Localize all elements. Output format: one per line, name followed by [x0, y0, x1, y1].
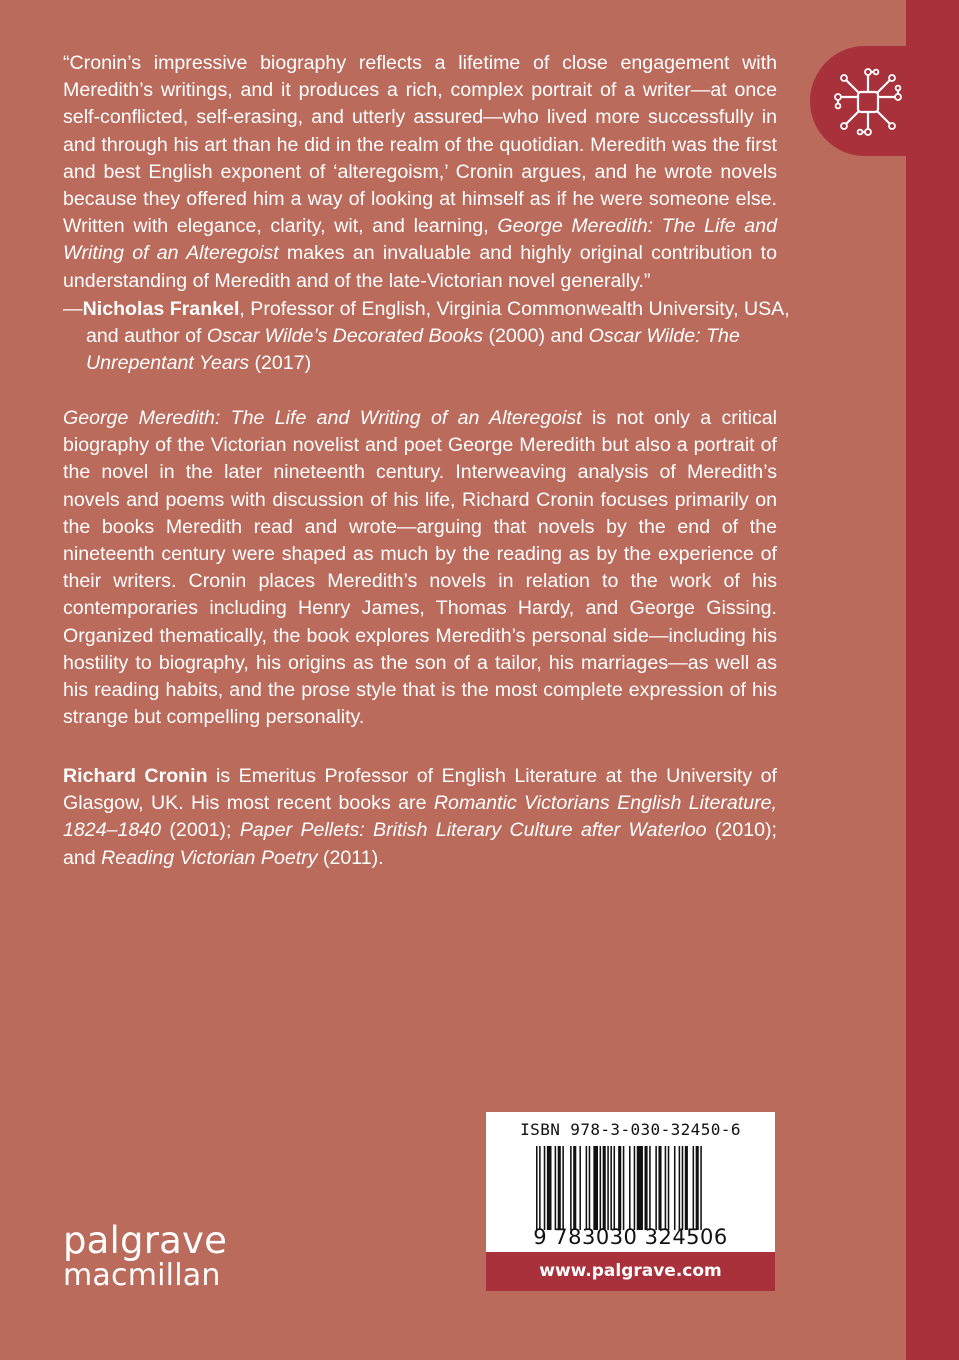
barcode-bar: [607, 1146, 609, 1230]
bio-book-3: Reading Victorian Poetry: [101, 846, 318, 869]
barcode-bar: [649, 1146, 651, 1230]
attribution-text-1: , Professor of English, Virginia Commonwealth University, USA, and author of: [86, 298, 790, 348]
author-name: Richard Cronin: [63, 765, 208, 787]
barcode-bar: [573, 1146, 576, 1230]
barcode-bar: [645, 1146, 648, 1230]
bio-book-1: Romantic Victorians English Literature, 1824–1840: [63, 792, 778, 842]
barcode-bar: [679, 1146, 681, 1230]
attribution-book-2: Oscar Wilde: The Unrepentant Years: [86, 325, 740, 375]
attribution-text-2: (2000) and: [483, 325, 589, 348]
barcode-bar: [674, 1146, 676, 1230]
barcode-bar: [589, 1146, 591, 1230]
barcode-bar: [579, 1146, 581, 1230]
barcode-bar: [600, 1146, 602, 1230]
bio-text-2: (2001);: [161, 819, 240, 842]
attribution-book-1: Oscar Wilde’s Decorated Books: [206, 325, 483, 348]
attribution-text-3: (2017): [249, 352, 312, 375]
barcode-bar: [593, 1146, 598, 1230]
endorser-name: Nicholas Frankel: [82, 298, 240, 320]
description-text: is not only a critical biography of the Victorian novelist and poet George Meredith but also a portrait of the novel in the later nineteenth century. Interweaving analysis of Meredith’s novels and poems with discussion of his life, Richard Cronin focuses primarily on the books Meredith read and wrote—arguing that novels by the end of the nineteenth century were shaped as much by the reading as by the experience of their writers. Cronin places Meredith’s novels in relation to the work of his contemporaries including Henry James, Thomas Hardy, and George Gissing. Organized thematically, the book explores Meredith’s personal side—including his hostility to biography, his origins as the son of a tailor, his marriages—as well as his reading habits, and the prose style that is the most complete expression of his strange but compelling personality.: [63, 407, 777, 729]
endorsement-quote: [63, 50, 777, 295]
barcode-bar: [618, 1146, 621, 1230]
barcode-bar: [658, 1146, 661, 1230]
quote-book-title: George Meredith: The Life and Writing of an Alteregoist: [63, 215, 777, 265]
barcode-bar: [555, 1146, 557, 1230]
bio-book-2: Paper Pellets: British Literary Culture after Waterloo: [239, 819, 707, 842]
website-url: www.palgrave.com: [486, 1252, 775, 1291]
barcode-bars: [536, 1146, 726, 1230]
barcode-bar: [614, 1146, 616, 1230]
barcode-bar: [544, 1146, 546, 1230]
description-book-title: George Meredith: The Life and Writing of an Alteregoist: [63, 407, 582, 429]
barcode-bar: [610, 1146, 612, 1230]
barcode-bar: [623, 1146, 625, 1230]
barcode-bar: [665, 1146, 667, 1230]
bio-text-4: (2011).: [317, 846, 384, 869]
barcode-bar: [547, 1146, 552, 1230]
barcode-bar: [570, 1146, 572, 1230]
barcode-bar: [685, 1146, 688, 1230]
barcode-bar: [693, 1146, 695, 1230]
book-description: [63, 405, 777, 731]
barcode-bar: [696, 1146, 699, 1230]
isbn-label: ISBN 978-3-030-32450-6: [520, 1120, 741, 1139]
publisher-wordmark: [63, 1219, 228, 1293]
barcode-bar: [637, 1146, 643, 1230]
isbn-barcode: [486, 1112, 775, 1252]
barcode-bar: [603, 1146, 606, 1230]
barcode-bar: [634, 1146, 636, 1230]
barcode-digits: 9 783030 324506: [533, 1225, 728, 1249]
barcode-bar: [536, 1146, 538, 1230]
publisher-line-2: macmillan: [63, 1258, 221, 1293]
barcode-bar: [629, 1146, 631, 1230]
publisher-logo-tab: [810, 46, 959, 156]
attribution-dash: —: [63, 298, 83, 320]
palgrave-network-icon: [832, 66, 904, 138]
barcode-bar: [668, 1146, 670, 1230]
barcode-bar: [562, 1146, 564, 1230]
barcode-bar: [700, 1146, 702, 1230]
barcode-bar: [682, 1146, 684, 1230]
barcode-bar: [539, 1146, 541, 1230]
quote-text-2: makes an invaluable and highly original contribution to understanding of Meredith and of the late-Victorian novel generally.”: [63, 242, 777, 292]
bio-text-3: (2010); and: [63, 819, 777, 869]
barcode-bar: [586, 1146, 588, 1230]
quote-text-1: “Cronin’s impressive biography reflects a lifetime of close engagement with Meredith’s writings, and it produces a rich, complex portrait of a writer—at once self-conflicted, self-erasing, and utterly assured—who lived more successfully in and through his art than he did in the realm of the quotidian. Meredith was the first and best English exponent of ‘alteregoism,’ Cronin argues, and he wrote novels because they offered him a way of looking at himself as if he were someone else. Written with elegance, clarity, wit, and learning,: [63, 52, 777, 238]
bio-text-1: is Emeritus Professor of English Literature at the University of Glasgow, UK. His most recent books are: [63, 765, 777, 815]
barcode-bar: [558, 1146, 561, 1230]
barcode-bar: [655, 1146, 657, 1230]
spine-strip: [906, 0, 959, 1360]
author-bio: [63, 763, 777, 872]
publisher-line-1: palgrave: [63, 1219, 228, 1262]
endorsement-attribution: [63, 296, 800, 378]
